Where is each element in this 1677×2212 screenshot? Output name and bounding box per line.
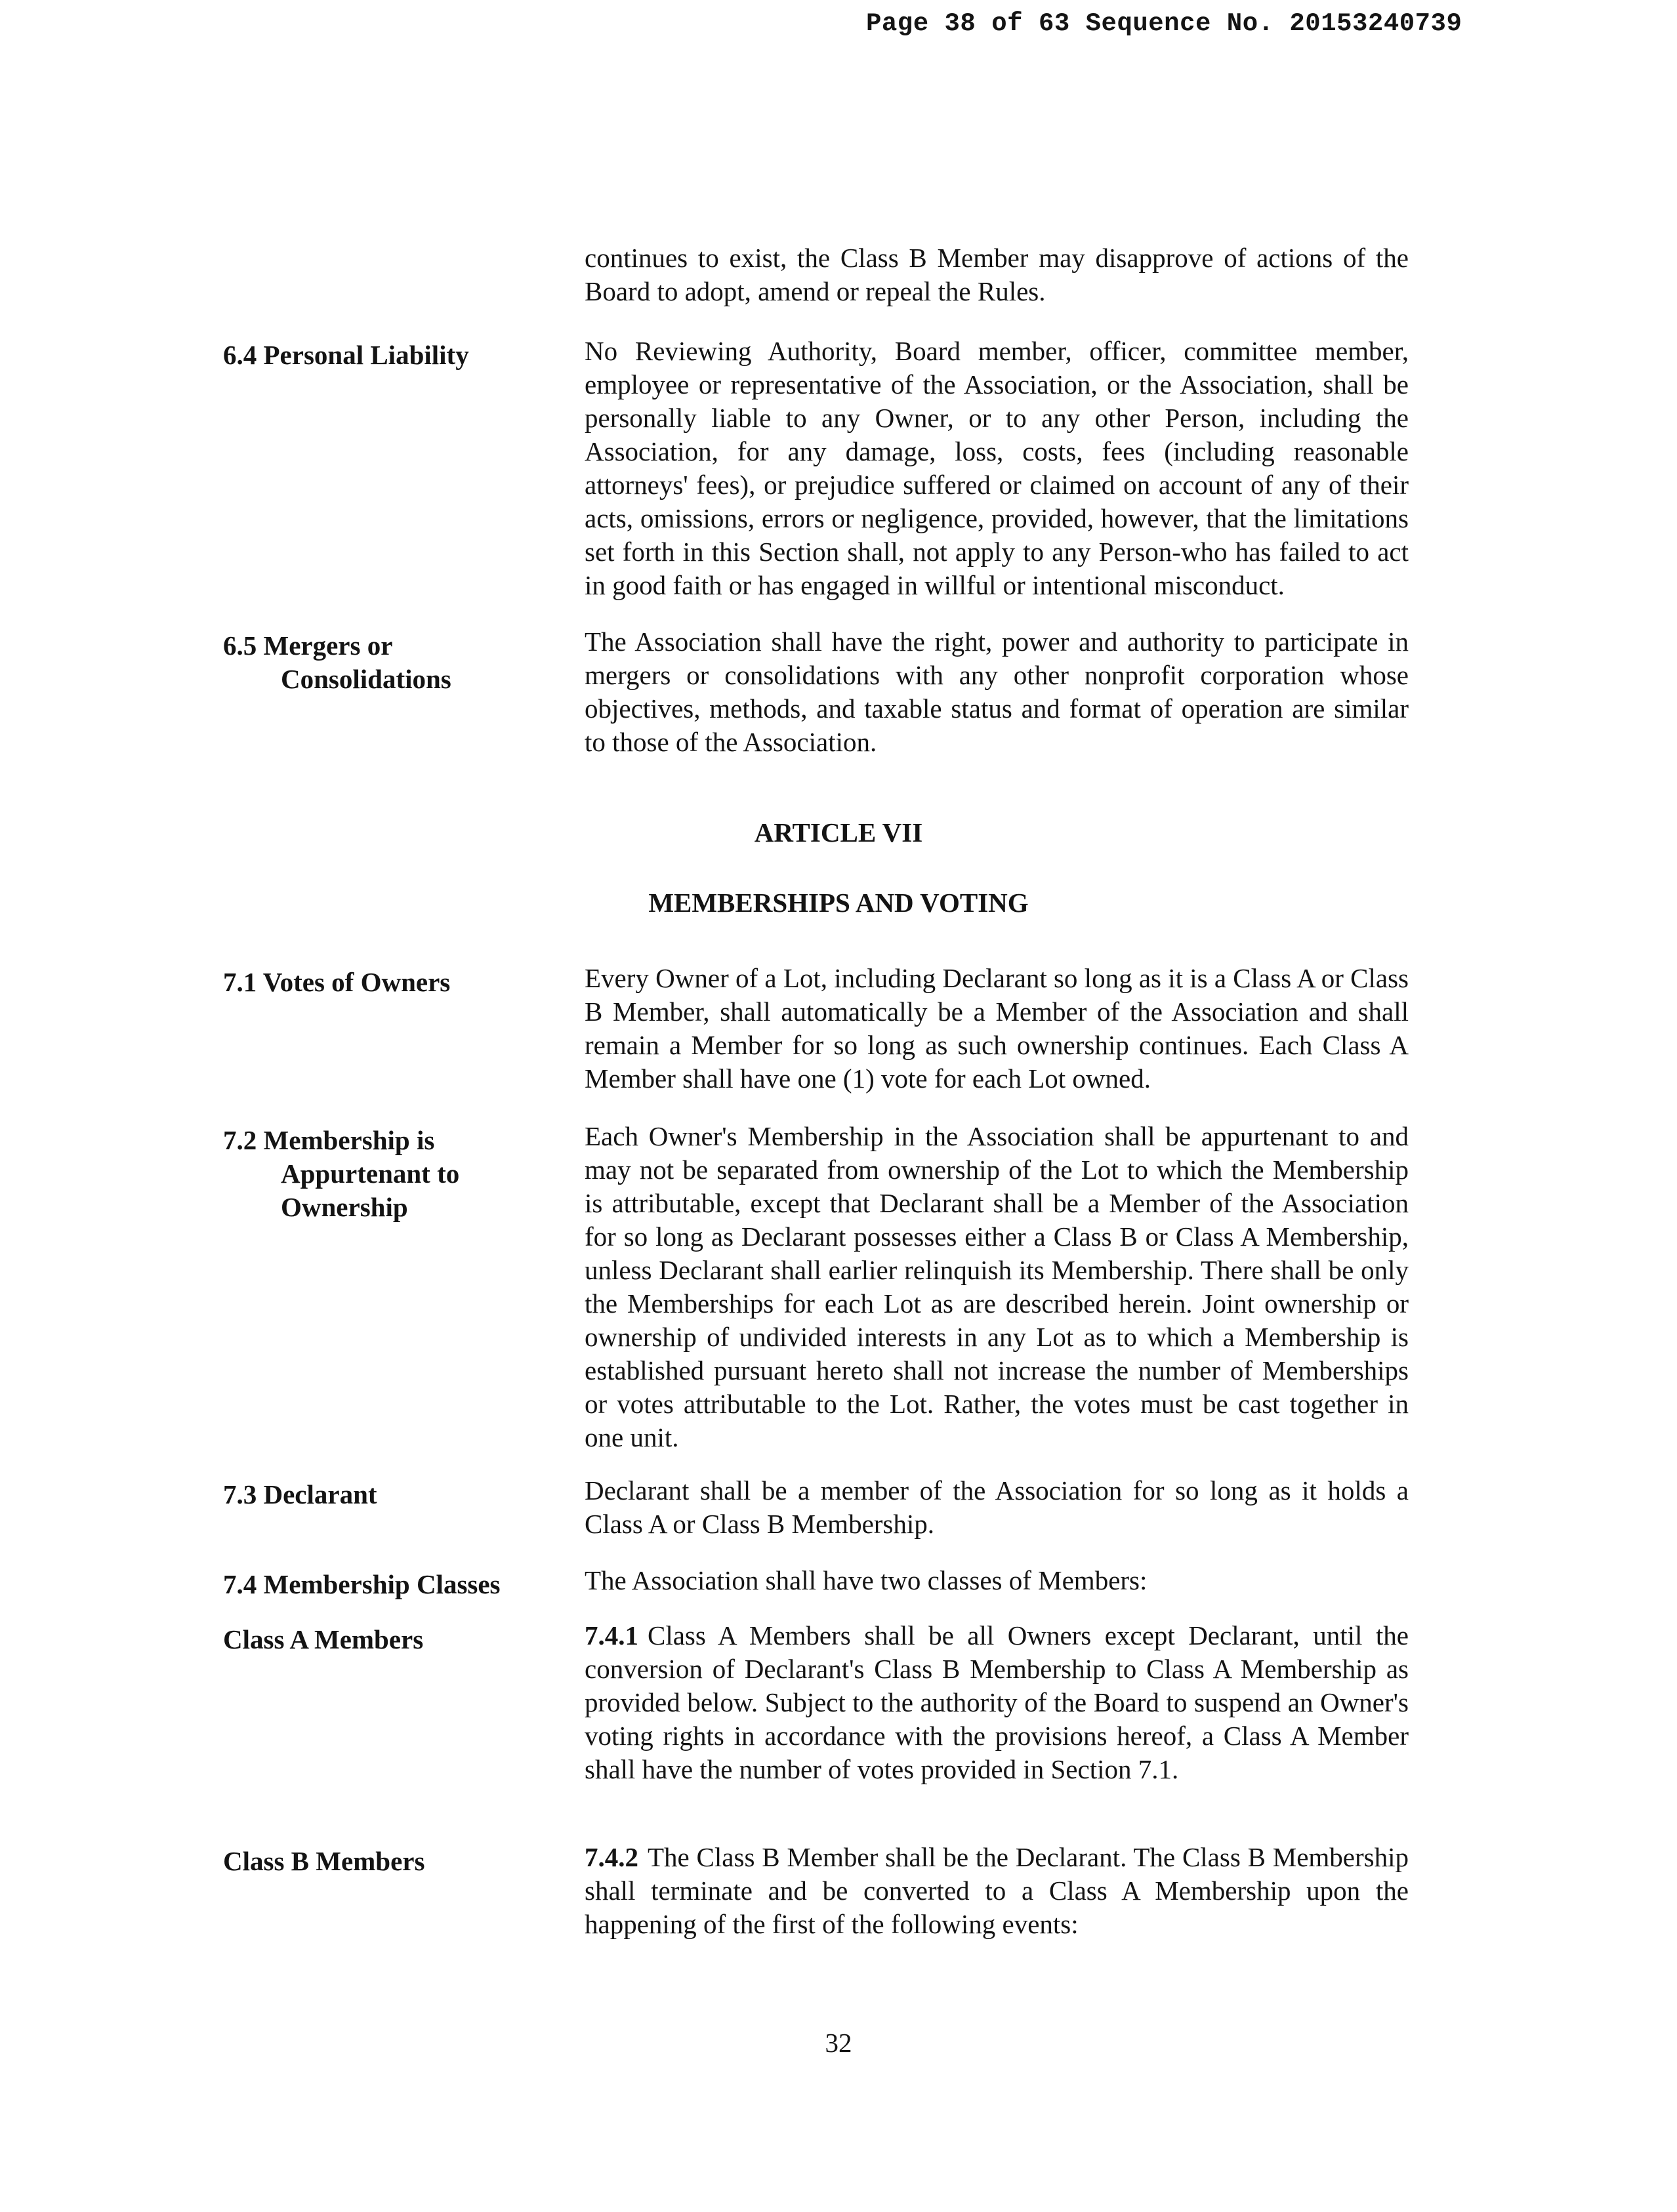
section-6-5-label-line2: Consolidations <box>281 664 451 694</box>
article-subtitle: MEMBERSHIPS AND VOTING <box>648 888 1029 918</box>
section-7-4-2-text: The Class B Member shall be the Declarant. The Class B Membership shall terminate and be converted to a Class A Membership upon the happening of the first of the following events: <box>585 1842 1409 1939</box>
section-7-4-1-text: Class A Members shall be all Owners except Declarant, until the conversion of Declarant's Class B Membership to Class A Membership as provided below. Subject to the authority of the Board to suspend an Owner's voting rights in accordance with the provisions hereof, a Class A Member shall have the number of votes provided in Section 7.1. <box>585 1620 1409 1784</box>
section-7-4-1-number: 7.4.1 <box>585 1620 638 1650</box>
section-6-5-label <box>223 629 564 696</box>
section-7-2-text: Each Owner's Membership in the Association shall be appurtenant to and may not be separated from ownership of the Lot to which the Membership is attributable, except that Declarant shall be a Member of the Association for so long as Declarant possesses either a Class B or Class A Membership, unless Declarant shall earlier relinquish its Membership. There shall be only the Memberships for each Lot as are described herein. Joint ownership or ownership of undivided interests in any Lot as to which a Membership is established pursuant hereto shall not increase the number of Memberships or votes attributable to the Lot. Rather, the votes must be cast together in one unit. <box>585 1121 1409 1452</box>
section-7-2-label-line1: 7.2 Membership is <box>223 1125 435 1155</box>
section-7-1-label: 7.1 Votes of Owners <box>223 967 451 997</box>
section-7-2-label-line3: Ownership <box>281 1192 408 1222</box>
section-7-2-label <box>223 1124 564 1224</box>
section-6-4-label: 6.4 Personal Liability <box>223 340 469 370</box>
section-6-5-label-line1: 6.5 Mergers or <box>223 630 393 661</box>
section-6-5-text: The Association shall have the right, power and authority to participate in mergers or consolidations with any other nonprofit corporation whose objectives, methods, and taxable status and format of operation are similar to those of the Association. <box>585 626 1409 757</box>
section-7-4-2-number: 7.4.2 <box>585 1842 638 1872</box>
section-7-4-1-paragraph <box>585 1619 1409 1786</box>
class-a-members-label: Class A Members <box>223 1624 424 1654</box>
page-header: Page 38 of 63 Sequence No. 20153240739 <box>866 9 1462 38</box>
section-6-4-text: No Reviewing Authority, Board member, officer, committee member, employee or representative of the Association, or the Association, shall be personally liable to any Owner, or to any other Person, including the Association, for any damage, loss, costs, fees (including reasonable attorneys' fees), or prejudice suffered or claimed on account of any of their acts, omissions, errors or negligence, provided, however, that the limitations set forth in this Section shall, not apply to any Person-who has failed to act in good faith or has engaged in willful or intentional misconduct. <box>585 336 1409 600</box>
page-number: 32 <box>825 2028 852 2058</box>
section-7-1-text: Every Owner of a Lot, including Declarant so long as it is a Class A or Class B Member, shall automatically be a Member of the Association and shall remain a Member for so long as such ownership continues. Each Class A Member shall have one (1) vote for each Lot owned. <box>585 963 1409 1094</box>
class-b-members-label: Class B Members <box>223 1846 425 1876</box>
section-7-4-text: The Association shall have two classes of Members: <box>585 1565 1148 1595</box>
continuation-paragraph: continues to exist, the Class B Member may disapprove of actions of the Board to adopt, amend or repeal the Rules. <box>585 243 1409 306</box>
section-7-2-label-line2: Appurtenant to <box>281 1158 460 1189</box>
section-7-3-label: 7.3 Declarant <box>223 1479 377 1509</box>
article-title: ARTICLE VII <box>754 817 923 848</box>
section-7-3-text: Declarant shall be a member of the Association for so long as it holds a Class A or Class B Membership. <box>585 1475 1409 1539</box>
section-7-4-2-paragraph <box>585 1841 1409 1941</box>
section-7-4-label: 7.4 Membership Classes <box>223 1569 501 1599</box>
